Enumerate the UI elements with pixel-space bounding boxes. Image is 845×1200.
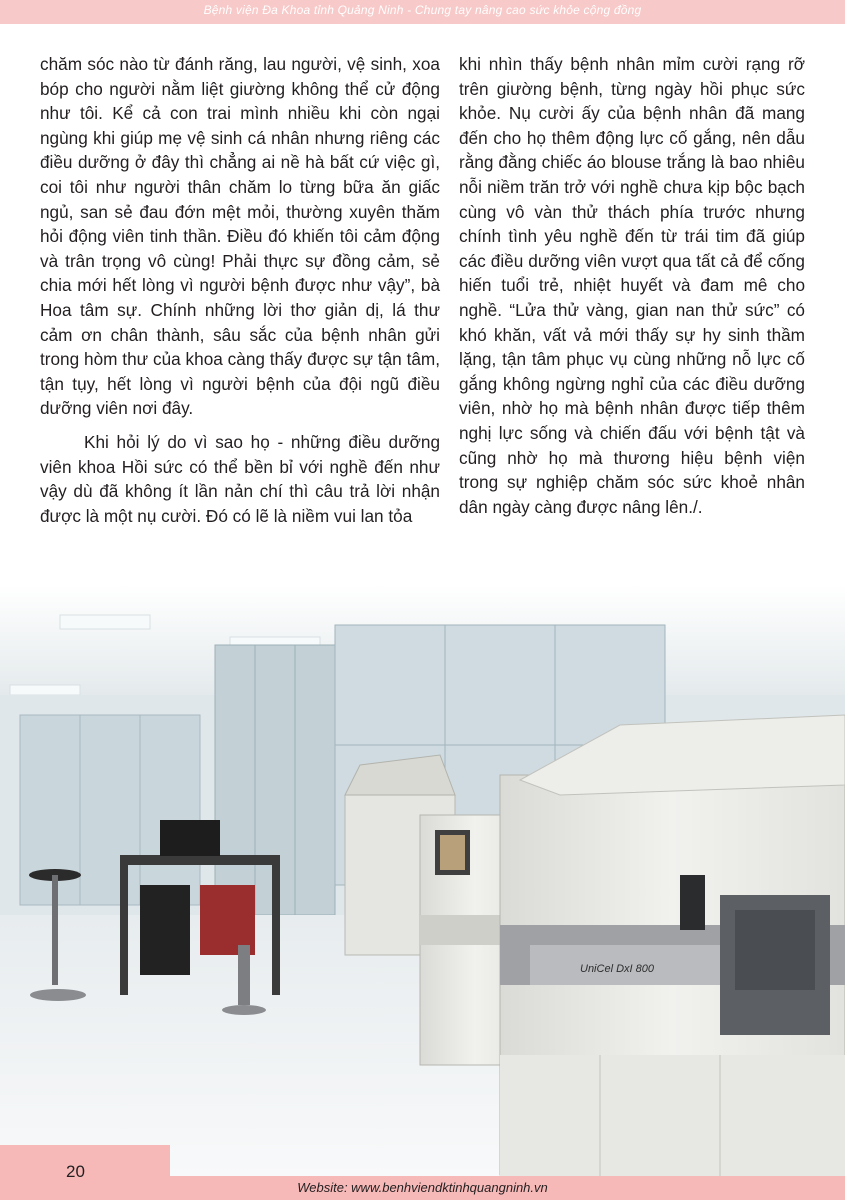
page-number: 20: [66, 1162, 85, 1181]
website-link[interactable]: Website: www.benhviendktinhquangninh.vn: [297, 1180, 548, 1195]
analyzer-label: UniCel DxI 800: [580, 963, 654, 975]
paragraph: chăm sóc nào từ đánh răng, lau người, vệ sinh, xoa bóp cho người nằm liệt giường không thể cử động như tôi. Kể cả con trai mình nhiều khi còn ngại ngùng khi giúp mẹ vệ sinh cá nhân nhưng riêng các điều dưỡng ở đây thì chẳng ai nề hà bất cứ việc gì, coi tôi như người thân chăm lo từng bữa ăn giấc ngủ, san sẻ đau đớn mệt mỏi, thường xuyên thăm hỏi động viên tinh thần. Điều đó khiến tôi cảm động và trân trọng vô cùng! Phải thực sự đồng cảm, sẻ chia mới hết lòng vì người bệnh được như vậy”, bà Hoa tâm sự. Chính những lời thơ giản dị, lá thư cảm ơn chân thành, sâu sắc của bệnh nhân gửi trong hòm thư của khoa càng thấy được sự tận tâm, tận tụy, hết lòng vì người bệnh của đội ngũ điều dưỡng viên nơi đây.: [40, 54, 440, 419]
paragraph: Khi hỏi lý do vì sao họ - những điều dưỡng viên khoa Hồi sức có thể bền bỉ với nghề đến như vậy dù đã không ít lần nản chí thì câu trả lời nhận được là một nụ cười. Đó có lẽ là niềm vui lan tỏa: [40, 431, 440, 526]
article-column-left: [40, 52, 440, 528]
paragraph: khi nhìn thấy bệnh nhân mỉm cười rạng rỡ trên giường bệnh, từng ngày hồi phục sức khỏe. Nụ cười ấy của bệnh nhân đã mang đến cho họ thêm động lực cố gắng, nên dẫu rằng đằng chiếc áo blouse trắng là bao nhiêu nỗi niềm trăn trở với nghề chưa kịp bộc bạch cùng vô vàn thử thách phía trước nhưng chính tình yêu nghề đến từ trái tim đã giúp các điều dưỡng viên vượt qua tất cả để cống hiến tuổi trẻ, nhiệt huyết và đam mê cho nghề. “Lửa thử vàng, gian nan thử sức” có khó khăn, vất vả mới thấy sự hy sinh thầm lặng, tận tâm phục vụ cùng những nỗ lực cố gắng không ngừng nghỉ của các điều dưỡng viên, nhờ họ mà bệnh nhân được tiếp thêm nghị lực sống và chiến đấu với bệnh tật và cũng nhờ họ mà thương hiệu bệnh viện trong sự nghiệp chăm sóc sức khoẻ nhân dân ngày càng được nâng lên./.: [459, 54, 805, 517]
article-column-right: [459, 52, 805, 519]
running-header: Bệnh viện Đa Khoa tỉnh Quảng Ninh - Chung tay nâng cao sức khỏe cộng đồng: [203, 3, 642, 17]
laboratory-photo: [0, 585, 845, 1177]
